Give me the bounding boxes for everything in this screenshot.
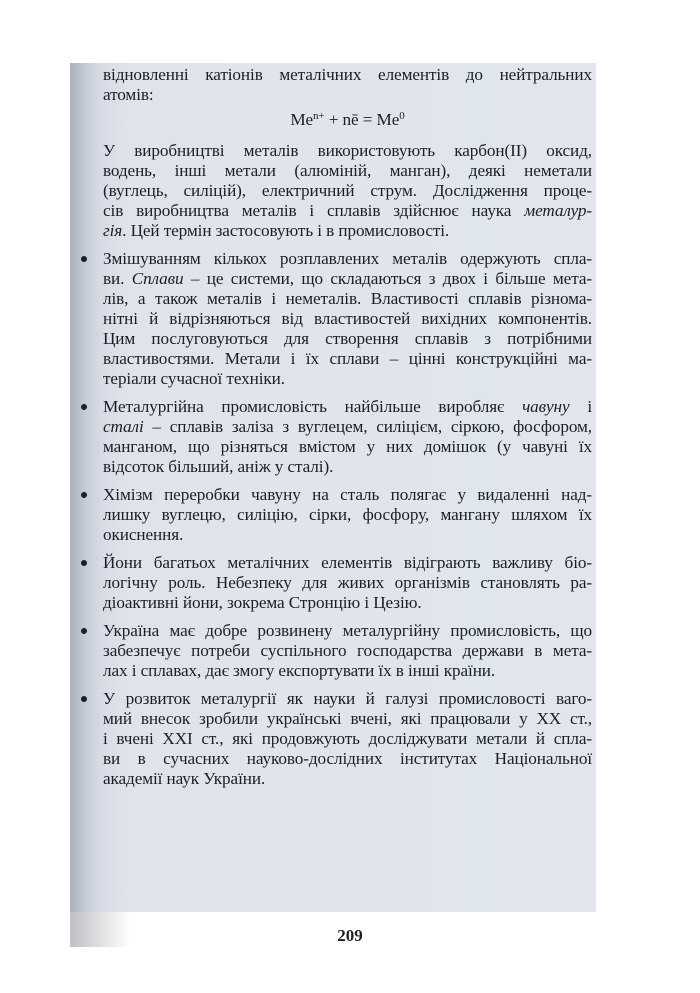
text-run: – сплавів заліза з вуглецем, силіцієм, сіркою, фосфором, <box>143 417 592 436</box>
text-run: – це системи, що складаються з двох і більше мета- <box>183 269 592 288</box>
formula-middle: + nē = Me <box>324 110 400 129</box>
text-line: діоактивні йони, зокрема Стронцію і Цезію. <box>103 593 422 612</box>
text-line: і вчені XXI ст., які продовжують досліджувати метали й спла- <box>103 729 592 748</box>
text-line: Україна має добре розвинену металургійну промисловість, що <box>103 621 592 640</box>
text-run: . Цей термін застосовують і в промисловості. <box>122 221 450 240</box>
text-run: сів виробництва металів і сплавів здійснює наука <box>103 201 525 220</box>
text-line: У розвиток металургії як науки й галузі промисловості ваго- <box>103 689 592 708</box>
term-cast-iron: чавуну <box>522 397 570 416</box>
bullet-icon <box>81 621 91 641</box>
formula-left: Me <box>290 110 314 129</box>
text-line <box>103 201 592 221</box>
text-line: забезпечує потреби суспільного господарства держави в мета- <box>103 641 592 660</box>
term-steel: сталі <box>103 417 144 436</box>
term-alloys: Сплави <box>131 269 184 288</box>
text-line: (вуглець, силіцій), електричний струм. Дослідження проце- <box>103 181 592 200</box>
text-line: нітні й відрізняються від властивостей вихідних компонентів. <box>103 309 592 328</box>
bullet-icon <box>81 689 91 709</box>
text-run: Металургійна промисловість найбільше виробляє <box>103 397 523 416</box>
text-line <box>103 269 592 289</box>
text-line <box>103 417 592 437</box>
text-line: Змішуванням кількох розплавлених металів одержують спла- <box>103 249 592 268</box>
text-line: логічну роль. Небезпеку для живих організмів становлять ра- <box>103 573 592 592</box>
text-line: ви в сучасних науково-дослідних інститутах Національної <box>103 749 592 768</box>
bullet-icon <box>81 553 91 573</box>
text-line: лишку вуглецю, силіцію, сірки, фосфору, мангану шляхом їх <box>103 505 592 524</box>
text-line <box>103 221 592 241</box>
text-line: Цим послуговуються для створення сплавів з потрібними <box>103 329 592 348</box>
text-line: Хімізм переробки чавуну на сталь полягає у видаленні над- <box>103 485 592 504</box>
text-line: мий внесок зробили українські вчені, які працювали у XX ст., <box>103 709 592 728</box>
text-line: Йони багатьох металічних елементів відіграють важливу біо- <box>103 553 592 572</box>
text-line: властивостями. Метали і їх сплави – цінні конструкційні ма- <box>103 349 592 368</box>
text-line: відновленні катіонів металічних елементів до нейтральних <box>103 65 592 84</box>
bullet-icon <box>81 397 91 417</box>
text-line: атомів: <box>103 85 154 104</box>
page-number: 209 <box>337 926 363 945</box>
formula <box>103 110 592 130</box>
text-line: лах і сплавах, дає змогу експортувати їх в інші країни. <box>103 661 496 680</box>
bullet-icon <box>81 485 91 505</box>
text-line: водень, інші метали (алюміній, манган), деякі неметали <box>103 161 592 180</box>
formula-left-sup: n+ <box>313 110 325 122</box>
text-line: манганом, що різняться вмістом у них домішок (у чавуні їх <box>103 437 592 456</box>
text-line: відсоток більший, аніж у сталі). <box>103 457 334 476</box>
text-line <box>103 397 592 417</box>
text-line: окиснення. <box>103 525 184 544</box>
text-line: У виробництві металів використовують карбон(II) оксид, <box>103 141 592 160</box>
text-line: академії наук України. <box>103 769 266 788</box>
term-metallurgy: металур- <box>524 201 592 220</box>
text-line: лів, а також металів і неметалів. Властивості сплавів різнома- <box>103 289 592 308</box>
formula-right-sup: 0 <box>399 110 405 122</box>
term-metallurgy-cont: гія <box>103 221 123 240</box>
text-run: ви. <box>103 269 132 288</box>
text-run: і <box>569 397 592 416</box>
bullet-icon <box>81 249 91 269</box>
text-line: теріали сучасної техніки. <box>103 369 285 388</box>
